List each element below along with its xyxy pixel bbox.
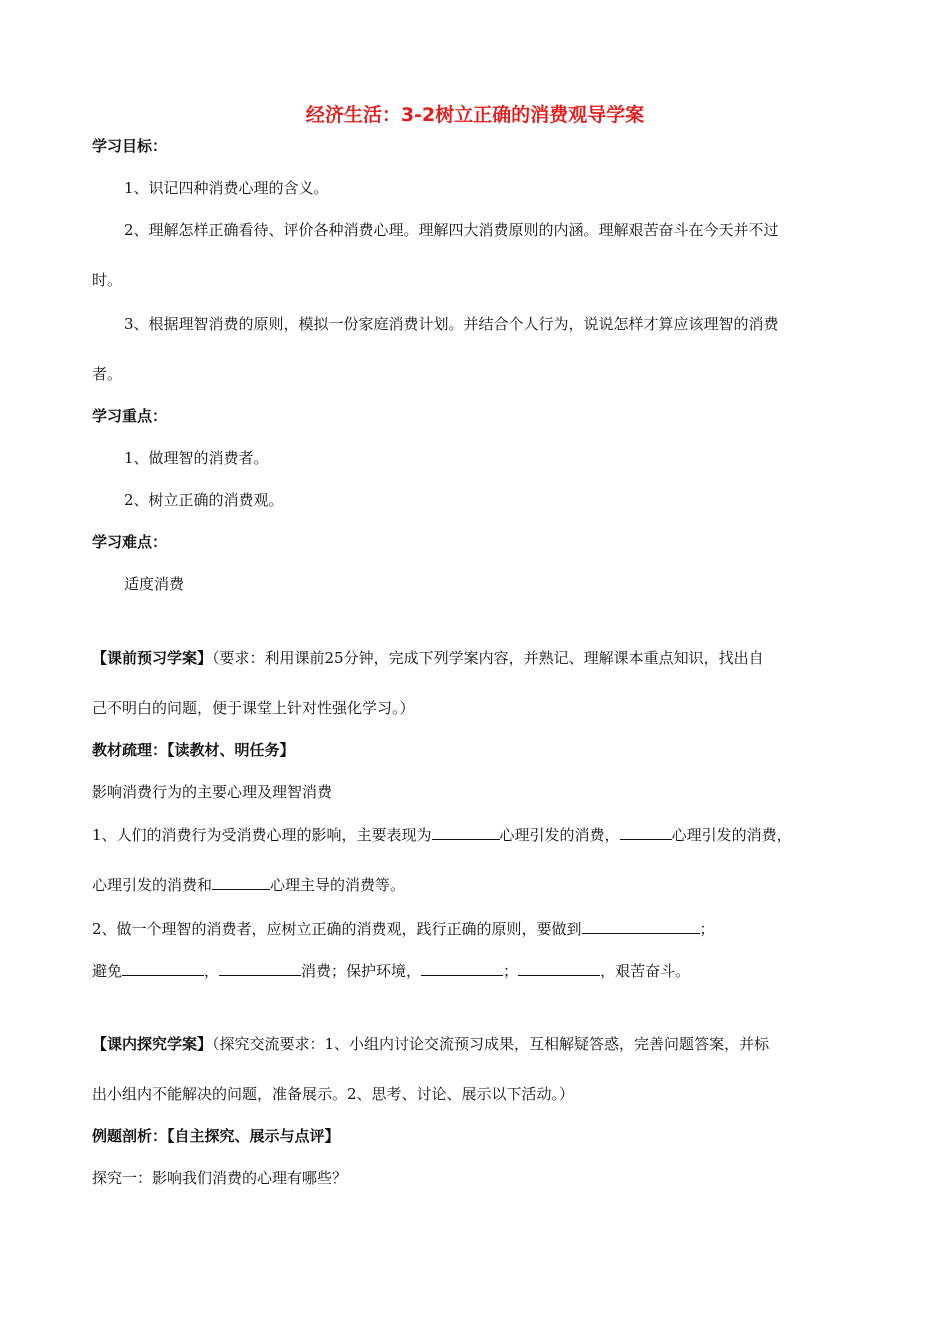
preview-label: 【课前预习学案】 <box>92 649 213 667</box>
material-sort-heading: 教材疏理：【读教材、明任务】 <box>92 741 295 759</box>
difficulty-heading: 学习难点： <box>92 533 168 551</box>
question-2-text-f: ； <box>503 962 519 980</box>
fill-blank-3[interactable] <box>212 874 270 890</box>
question-2-text-b: ； <box>699 920 715 938</box>
fill-blank-6[interactable] <box>219 960 301 976</box>
document-title: 经济生活：3-2树立正确的消费观导学案 <box>305 104 645 126</box>
question-1 <box>92 824 792 845</box>
goal-item-2-cont: 时。 <box>92 271 123 289</box>
inclass-paragraph-cont: 出小组内不能解决的问题，准备展示。2、思考、讨论、展示以下活动。） <box>92 1085 575 1103</box>
goal-item-1: 1、识记四种消费心理的含义。 <box>124 179 329 197</box>
keypoints-heading: 学习重点： <box>92 407 168 425</box>
difficulty-item-1: 适度消费 <box>124 575 185 593</box>
goal-item-3: 3、根据理智消费的原则，模拟一份家庭消费计划。并结合个人行为，说说怎样才算应该理智的消费 <box>124 315 779 333</box>
question-1-text-b: 心理引发的消费， <box>499 826 620 844</box>
question-2-text-e: 消费；保护环境， <box>301 962 422 980</box>
question-2-text-d: ， <box>204 962 220 980</box>
fill-blank-1[interactable] <box>432 824 500 840</box>
goal-item-2: 2、理解怎样正确看待、评价各种消费心理。理解四大消费原则的内涵。理解艰苦奋斗在今天并不过 <box>124 221 779 239</box>
question-1-text-a: 1、人们的消费行为受消费心理的影响，主要表现为 <box>92 826 432 844</box>
preview-paragraph-cont: 己不明白的问题，便于课堂上针对性强化学习。） <box>92 699 415 717</box>
question-1-text-e: 心理主导的消费等。 <box>270 876 406 894</box>
fill-blank-5[interactable] <box>122 960 204 976</box>
keypoint-item-2: 2、树立正确的消费观。 <box>124 491 284 509</box>
keypoint-item-1: 1、做理智的消费者。 <box>124 449 269 467</box>
fill-blank-4[interactable] <box>582 918 700 934</box>
question-1-text-c: 心理引发的消费， <box>671 826 792 844</box>
question-1-cont <box>92 874 405 895</box>
preview-text: （要求：利用课前25分钟，完成下列学案内容，并熟记、理解课本重点知识，找出自 <box>212 649 764 667</box>
question-2 <box>92 918 715 939</box>
inclass-label: 【课内探究学案】 <box>92 1035 213 1053</box>
question-2-text-c: 避免 <box>92 962 123 980</box>
example-heading: 例题剖析：【自主探究、展示与点评】 <box>92 1127 340 1145</box>
question-1-text-d: 心理引发的消费和 <box>92 876 213 894</box>
preview-paragraph <box>92 648 764 668</box>
inclass-text: （探究交流要求：1、小组内讨论交流预习成果，互相解疑答惑，完善问题答案，并标 <box>212 1035 770 1053</box>
goal-item-3-cont: 者。 <box>92 365 123 383</box>
question-2-cont <box>92 960 690 981</box>
topic-line: 影响消费行为的主要心理及理智消费 <box>92 783 333 801</box>
fill-blank-8[interactable] <box>518 960 600 976</box>
explore-1: 探究一：影响我们消费的心理有哪些？ <box>92 1169 348 1187</box>
inclass-paragraph <box>92 1034 769 1054</box>
question-2-text-a: 2、做一个理智的消费者，应树立正确的消费观，践行正确的原则，要做到 <box>92 920 582 938</box>
fill-blank-2[interactable] <box>620 824 672 840</box>
question-2-text-g: ，艰苦奋斗。 <box>600 962 691 980</box>
fill-blank-7[interactable] <box>421 960 503 976</box>
goals-heading: 学习目标： <box>92 137 168 155</box>
